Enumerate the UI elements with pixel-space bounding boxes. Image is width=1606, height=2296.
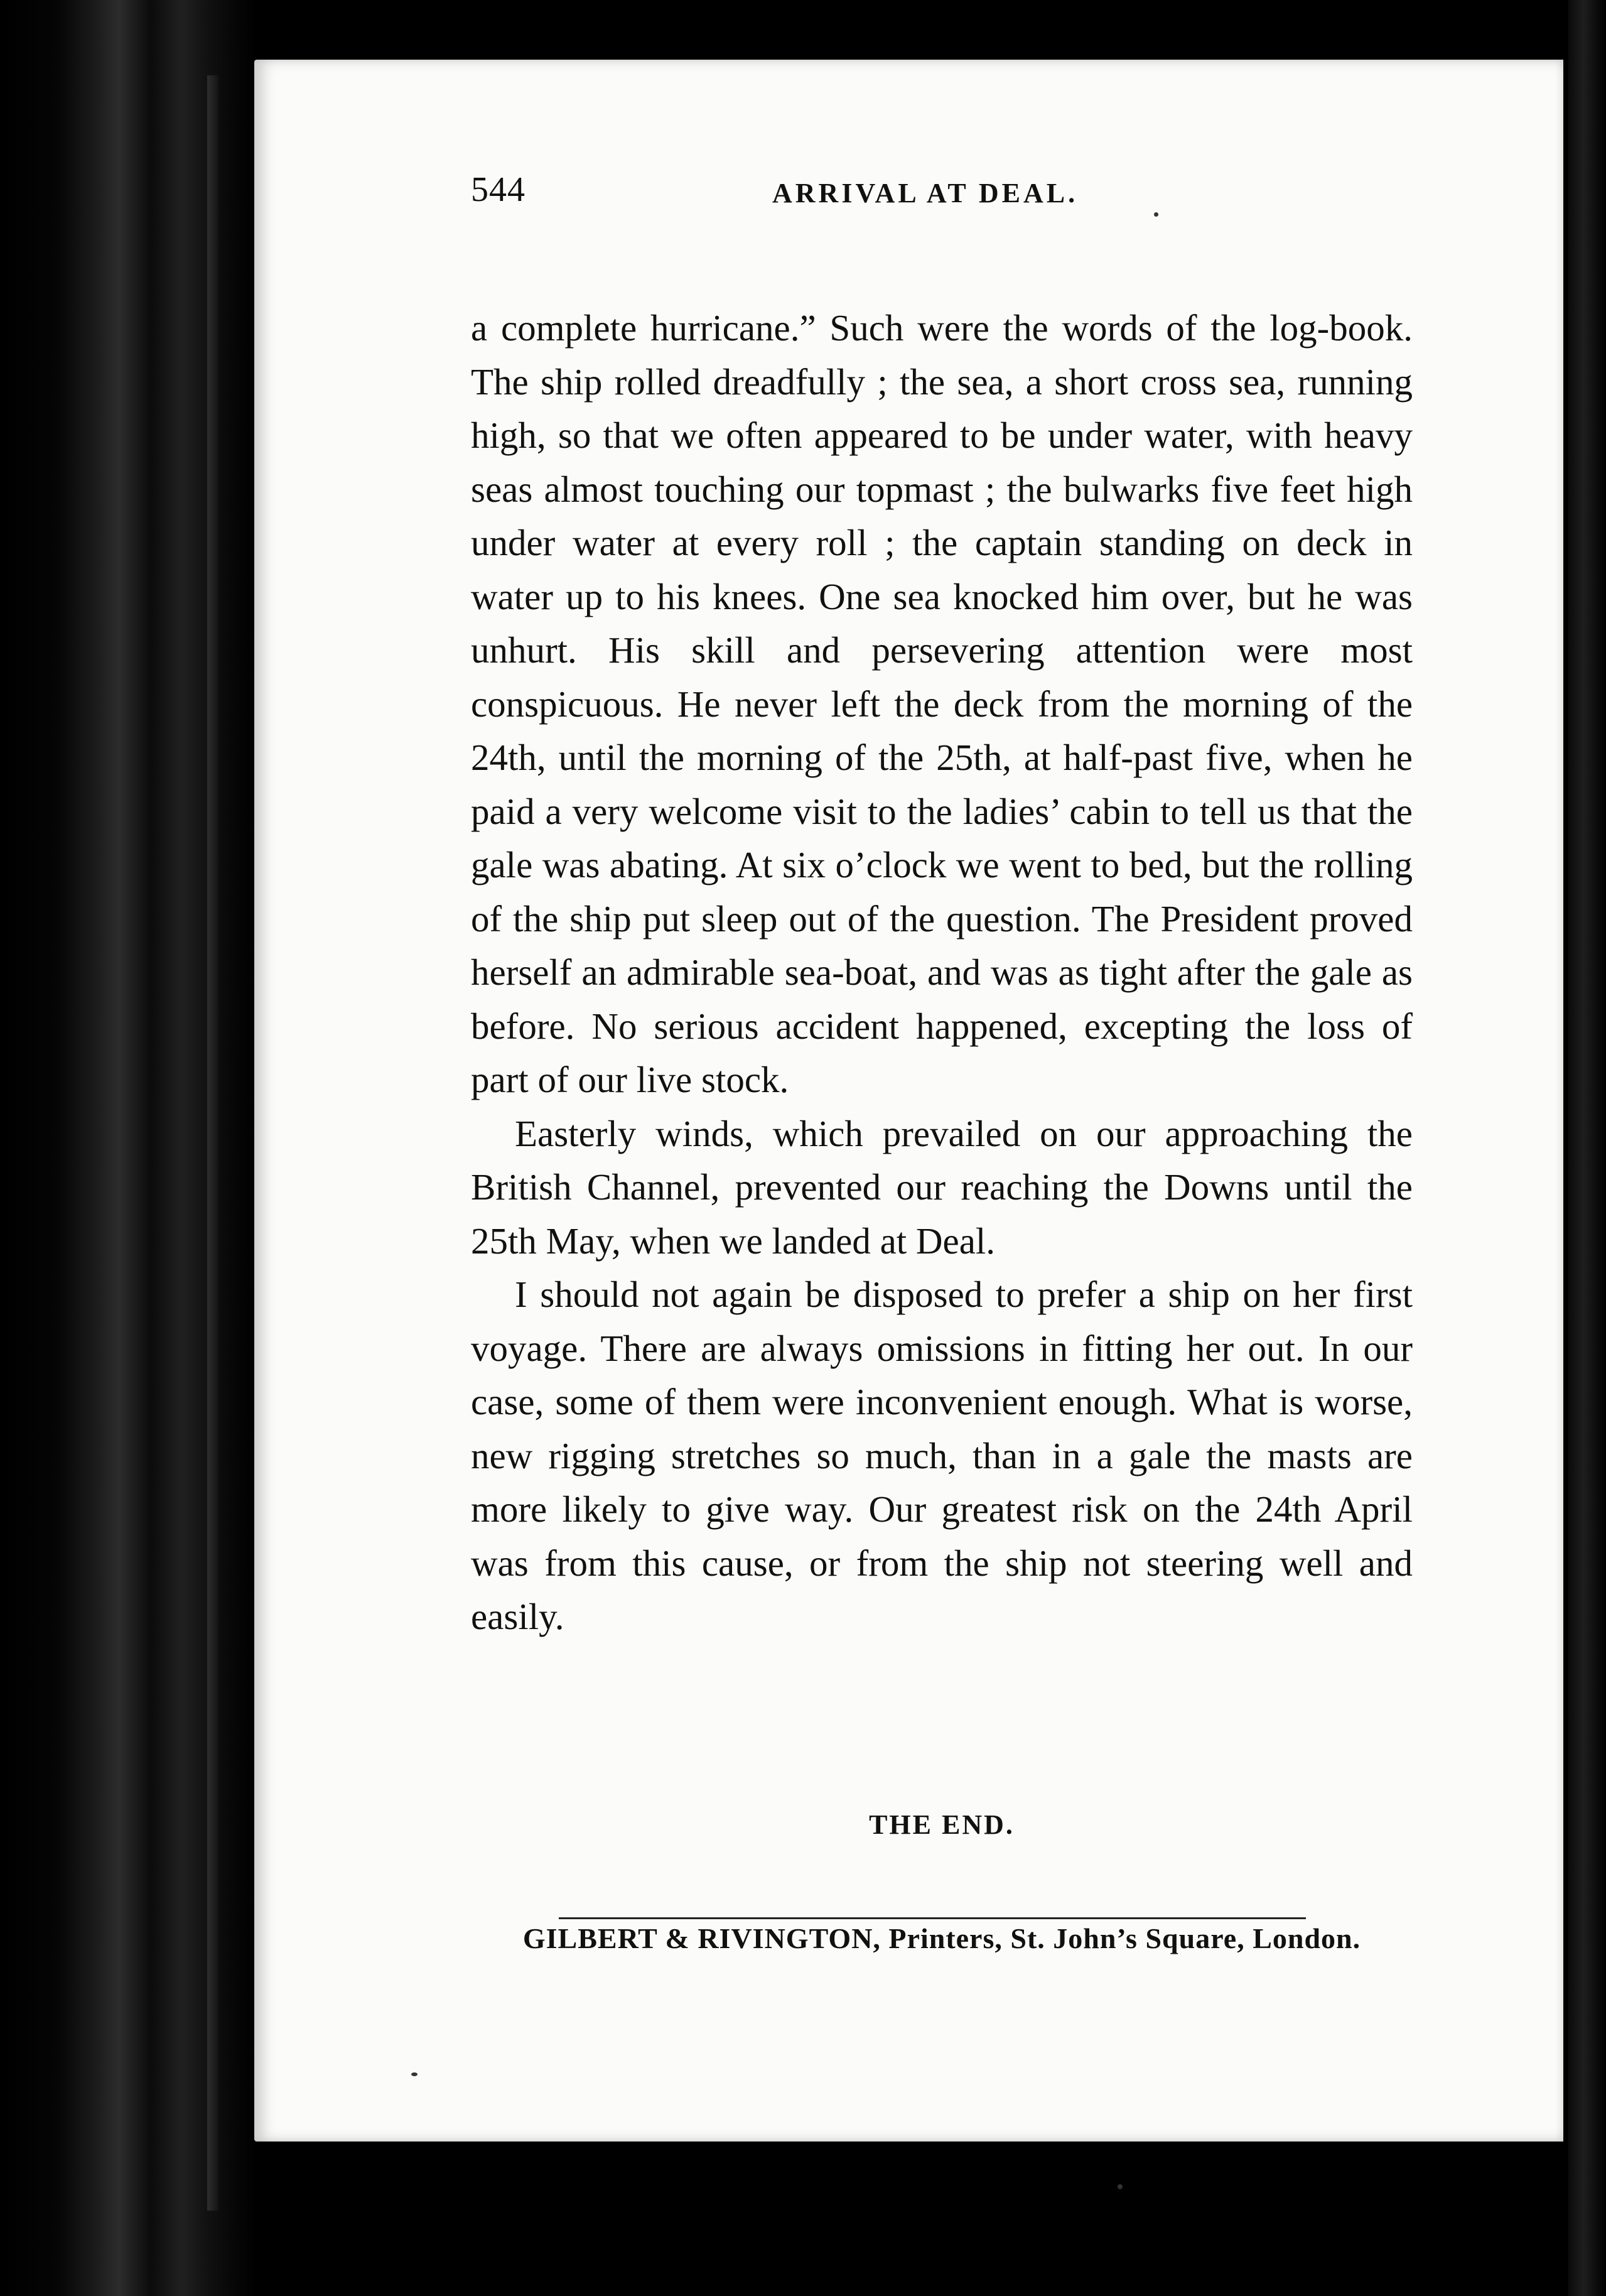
paragraph-2: Easterly winds, which prevailed on our approaching the British Channel, prevented our reaching the Downs until the 25th May, when we landed at Deal. — [471, 1112, 1413, 1262]
the-end-heading: THE END. — [869, 1809, 1015, 1840]
book-spine — [0, 0, 257, 2296]
paragraph-3: I should not again be disposed to prefer a ship on her first voyage. There are always omissions in fitting her out. In our case, some of them were inconvenient enough. What is worse, new rigging stretches so much, than in a gale the masts are more likely to give way. Our greatest risk on the 24th April was from this cause, or from the ship not steering well and easily. — [471, 1274, 1413, 1637]
imprint-rule — [559, 1917, 1306, 1919]
ink-speck — [1154, 212, 1158, 217]
spine-edge — [207, 75, 218, 2211]
printer-imprint: GILBERT & RIVINGTON, Printers, St. John’s Square, London. — [522, 1922, 1361, 1954]
ink-speck — [411, 2072, 418, 2076]
body-text — [471, 301, 1413, 1644]
running-head — [471, 170, 1413, 239]
right-page-edge — [1568, 0, 1606, 2296]
ink-speck — [1118, 2184, 1123, 2189]
running-title: ARRIVAL AT DEAL. — [772, 178, 1079, 208]
paragraph-1: a complete hurricane.” Such were the words of the log-book. The ship rolled dreadfully ; the sea, a short cross sea, running high, so that we often appeared to be under water, with heavy seas almost touching our topmast ; the bulwarks five feet high under water at every roll ; the captain standing on deck in water up to his knees. One sea knocked him over, but he was unhurt. His skill and persevering attention were most conspicuous. He never left the deck from the morning of the 24th, until the morning of the 25th, at half-past five, when he paid a very welcome visit to the ladies’ cabin to tell us that the gale was abating. At six o’clock we went to bed, but the rolling of the ship put sleep out of the question. The President proved herself an admirable sea-boat, and was as tight after the gale as before. No serious accident happened, excepting the loss of part of our live stock. — [471, 307, 1413, 1100]
page-number: 544 — [471, 170, 525, 209]
